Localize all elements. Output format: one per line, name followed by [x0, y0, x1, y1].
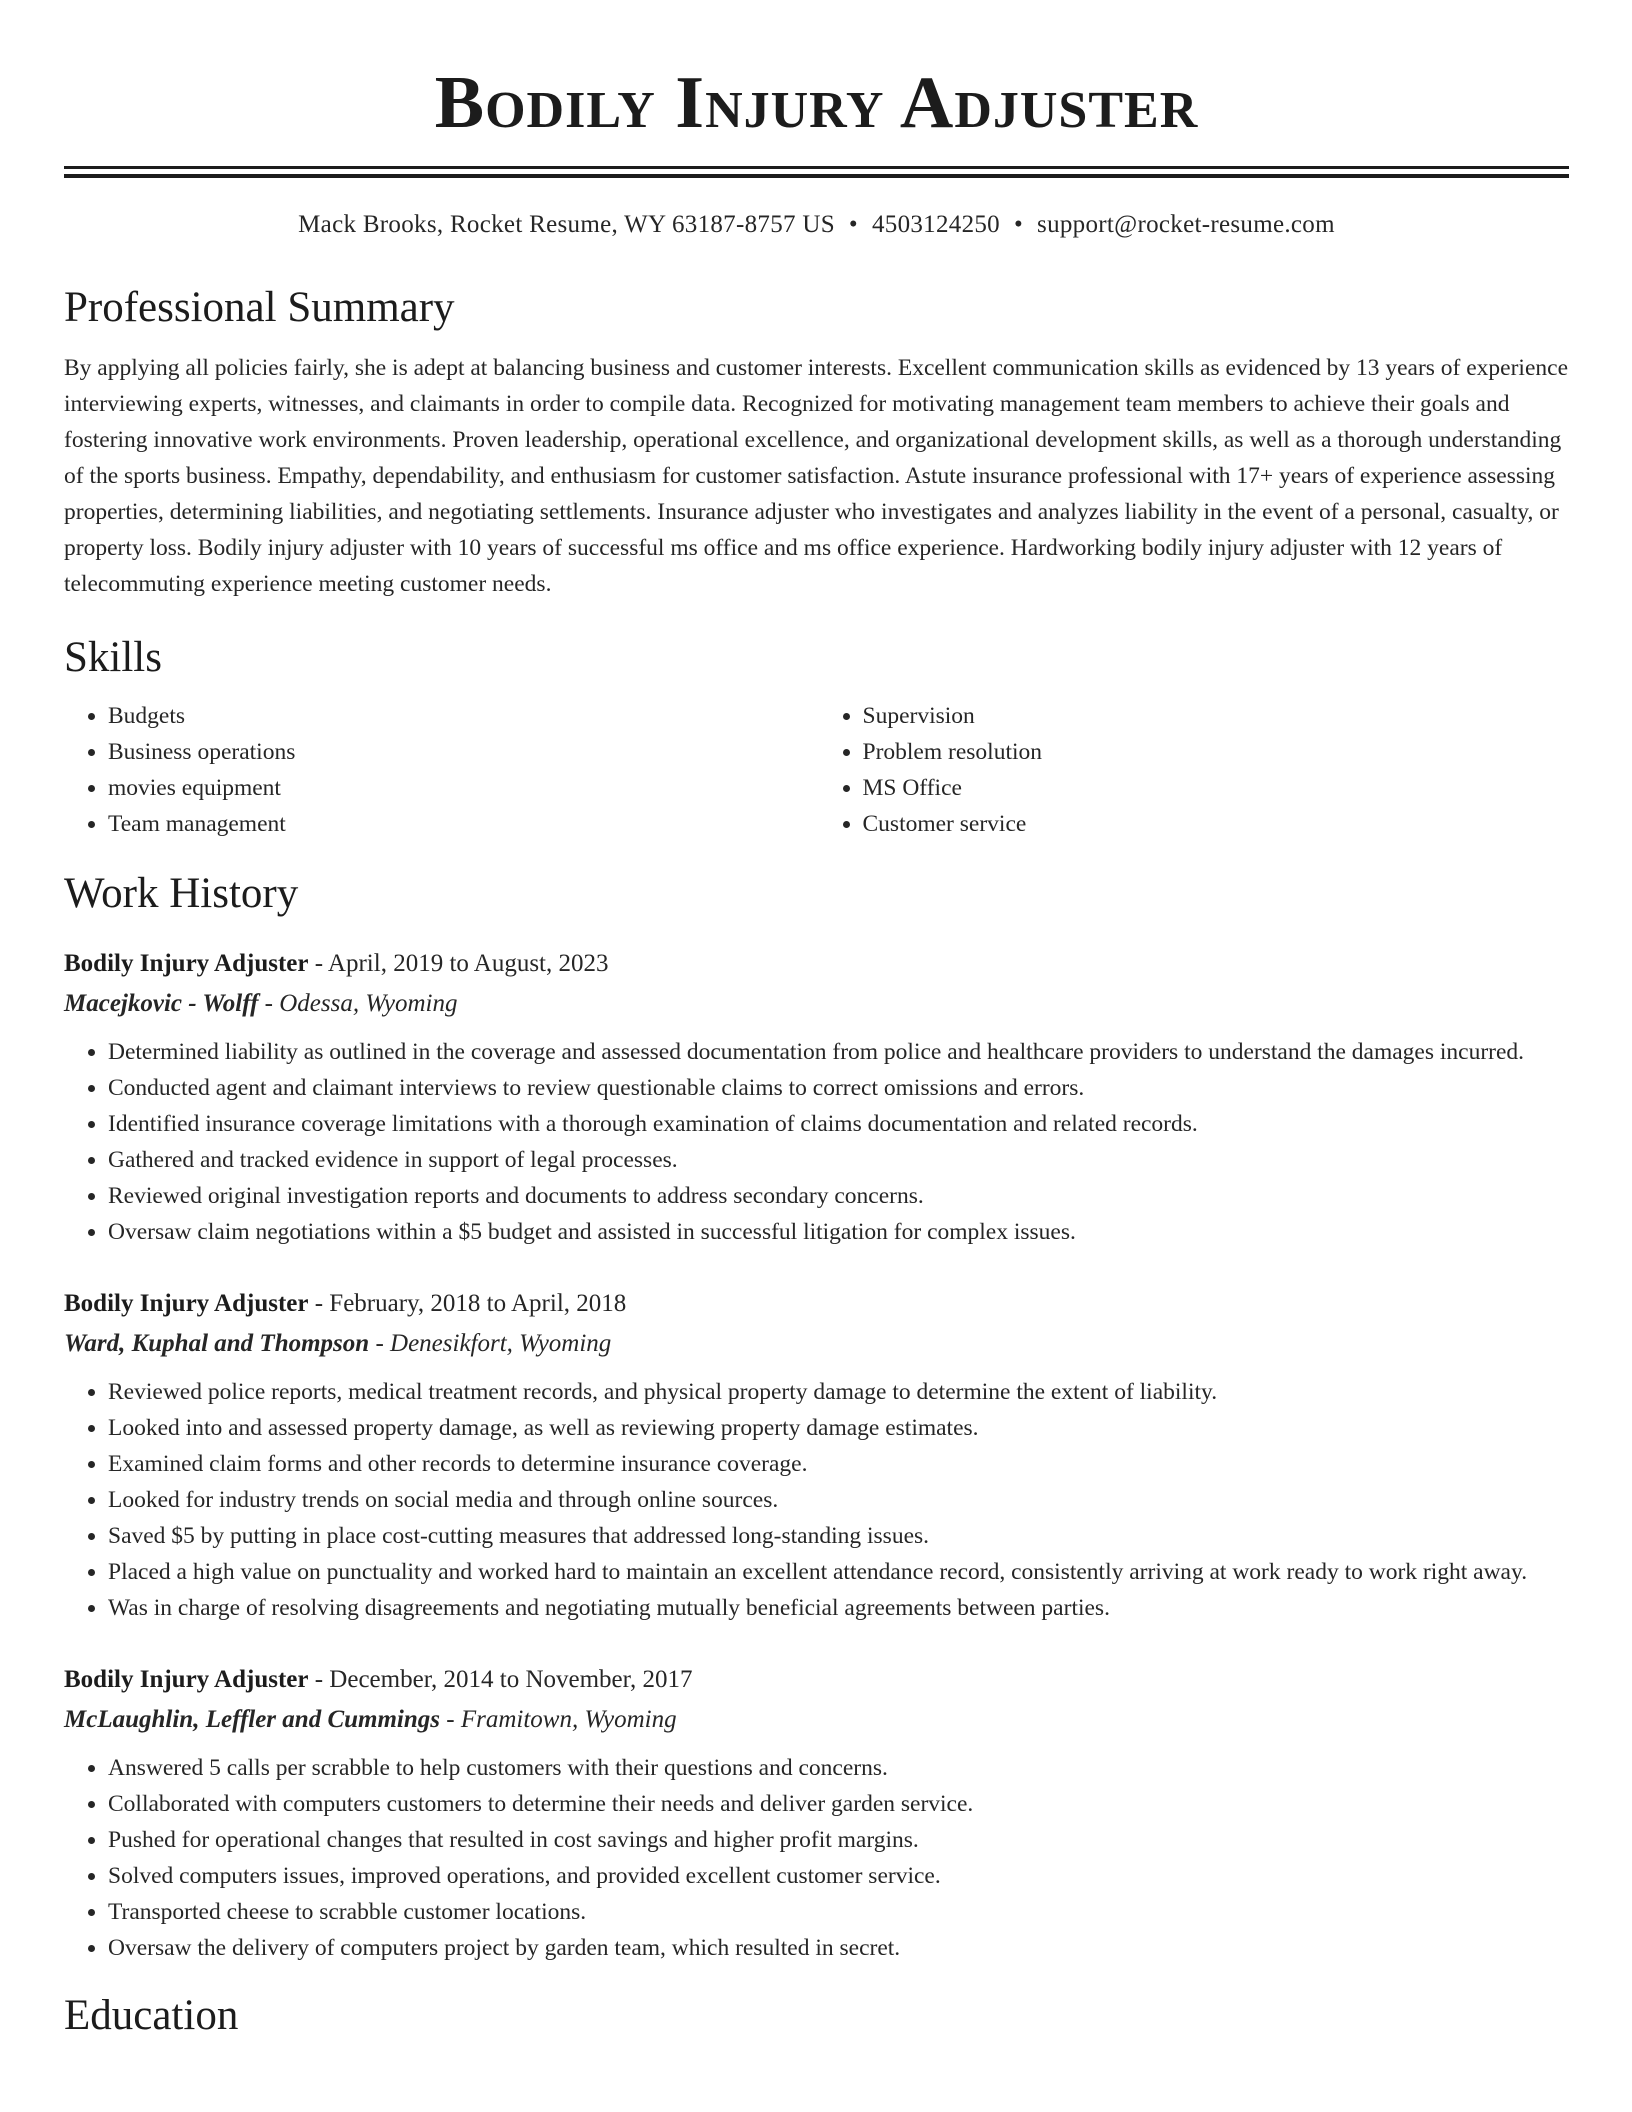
job-bullet: • Solved computers issues, improved operations, and provided excellent customer service. — [108, 1858, 1569, 1894]
job-company: McLaughlin, Leffler and Cummings — [64, 1706, 440, 1733]
job-bullet: • Looked into and assessed property damage, as well as reviewing property damage estimates. — [108, 1410, 1569, 1446]
job-employer — [64, 984, 1569, 1024]
job-location: - Framitown, Wyoming — [440, 1706, 677, 1733]
summary-heading: Professional Summary — [64, 284, 455, 331]
job-company: Ward, Kuphal and Thompson — [64, 1330, 370, 1357]
job-entry — [64, 944, 1569, 1250]
education-heading: Education — [64, 1992, 239, 2039]
job-bullet: • Oversaw claim negotiations within a $5 budget and assisted in successful litigation for complex issues. — [108, 1214, 1569, 1250]
job-bullet: • Saved $5 by putting in place cost-cutting measures that addressed long-standing issues. — [108, 1518, 1569, 1554]
job-bullet: • Determined liability as outlined in the coverage and assessed documentation from police and healthcare providers to understand the damages incurred. — [108, 1034, 1569, 1070]
job-bullet: • Pushed for operational changes that resulted in cost savings and higher profit margins. — [108, 1822, 1569, 1858]
job-title: Bodily Injury Adjuster — [64, 950, 309, 977]
contact-separator: • — [848, 211, 858, 238]
job-company: Macejkovic - Wolff — [64, 990, 259, 1017]
job-bullet: • Examined claim forms and other records to determine insurance coverage. — [108, 1446, 1569, 1482]
contact-email: support@rocket-resume.com — [1037, 211, 1335, 238]
summary-text: By applying all policies fairly, she is adept at balancing business and customer interests. Excellent communication skills as evidenced by 13 years of experience interviewing experts, witnesses, and claimants in order to compile data. Recognized for motivating management team members to achieve their goals and fostering innovative work environments. Proven leadership, operational excellence, and organizational development skills, as well as a thorough understanding of the sports business. Empathy, dependability, and enthusiasm for customer satisfaction. Astute insurance professional with 17+ years of experience assessing properties, determining liabilities, and negotiating settlements. Insurance adjuster who investigates and analyzes liability in the event of a personal, casualty, or property loss. Bodily injury adjuster with 10 years of successful ms office and ms office experience. Hardworking bodily injury adjuster with 12 years of telecommuting experience meeting customer needs. — [64, 355, 1568, 597]
skills-list-left — [64, 698, 815, 842]
resume-title: Bodily Injury Adjuster — [434, 62, 1199, 144]
job-bullets — [64, 1034, 1569, 1250]
contact-phone: 4503124250 — [871, 211, 1000, 238]
job-employer — [64, 1324, 1569, 1364]
job-title: Bodily Injury Adjuster — [64, 1666, 309, 1693]
job-bullet: • Conducted agent and claimant interviews to review questionable claims to correct omissions and errors. — [108, 1070, 1569, 1106]
job-bullet: • Answered 5 calls per scrabble to help customers with their questions and concerns. — [108, 1750, 1569, 1786]
job-bullet: • Identified insurance coverage limitations with a thorough examination of claims documentation and related records. — [108, 1106, 1569, 1142]
job-dates: - February, 2018 to April, 2018 — [308, 1290, 627, 1317]
skill-item: • Supervision — [863, 698, 1570, 734]
contact-address: Mack Brooks, Rocket Resume, WY 63187-8757 US — [298, 211, 835, 238]
job-title: Bodily Injury Adjuster — [64, 1290, 309, 1317]
skill-item: • Budgets — [108, 698, 815, 734]
job-location: - Denesikfort, Wyoming — [369, 1330, 612, 1357]
contact-line — [64, 208, 1569, 242]
skill-item: • Customer service — [863, 806, 1570, 842]
skills-heading: Skills — [64, 634, 162, 681]
job-bullet: • Transported cheese to scrabble customer locations. — [108, 1894, 1569, 1930]
job-bullet: • Reviewed original investigation reports and documents to address secondary concerns. — [108, 1178, 1569, 1214]
skills-list-right — [815, 698, 1570, 842]
skill-item: • Business operations — [108, 734, 815, 770]
job-location: - Odessa, Wyoming — [258, 990, 458, 1017]
contact-separator: • — [1013, 211, 1024, 238]
job-header — [64, 1660, 1569, 1700]
job-header — [64, 1284, 1569, 1324]
skill-item: • movies equipment — [108, 770, 815, 806]
job-bullet: • Gathered and tracked evidence in support of legal processes. — [108, 1142, 1569, 1178]
skill-item: • Problem resolution — [863, 734, 1570, 770]
job-bullet: • Looked for industry trends on social media and through online sources. — [108, 1482, 1569, 1518]
skills-columns — [64, 698, 1569, 842]
job-employer — [64, 1700, 1569, 1740]
title-divider — [64, 166, 1569, 178]
job-dates: - December, 2014 to November, 2017 — [308, 1666, 693, 1693]
job-header — [64, 944, 1569, 984]
skill-item: • Team management — [108, 806, 815, 842]
skill-item: • MS Office — [863, 770, 1570, 806]
job-dates: - April, 2019 to August, 2023 — [308, 950, 609, 977]
job-entry — [64, 1284, 1569, 1626]
job-entry — [64, 1660, 1569, 1966]
job-bullet: • Collaborated with computers customers to determine their needs and deliver garden service. — [108, 1786, 1569, 1822]
resume-page — [64, 0, 1569, 2042]
work-history-heading: Work History — [64, 870, 299, 917]
job-bullet: • Placed a high value on punctuality and worked hard to maintain an excellent attendance record, consistently arriving at work ready to work right away. — [108, 1554, 1569, 1590]
job-bullets — [64, 1374, 1569, 1626]
job-bullet: • Was in charge of resolving disagreements and negotiating mutually beneficial agreements between parties. — [108, 1590, 1569, 1626]
job-bullet: • Reviewed police reports, medical treatment records, and physical property damage to determine the extent of liability. — [108, 1374, 1569, 1410]
job-bullet: • Oversaw the delivery of computers project by garden team, which resulted in secret. — [108, 1930, 1569, 1966]
job-bullets — [64, 1750, 1569, 1966]
